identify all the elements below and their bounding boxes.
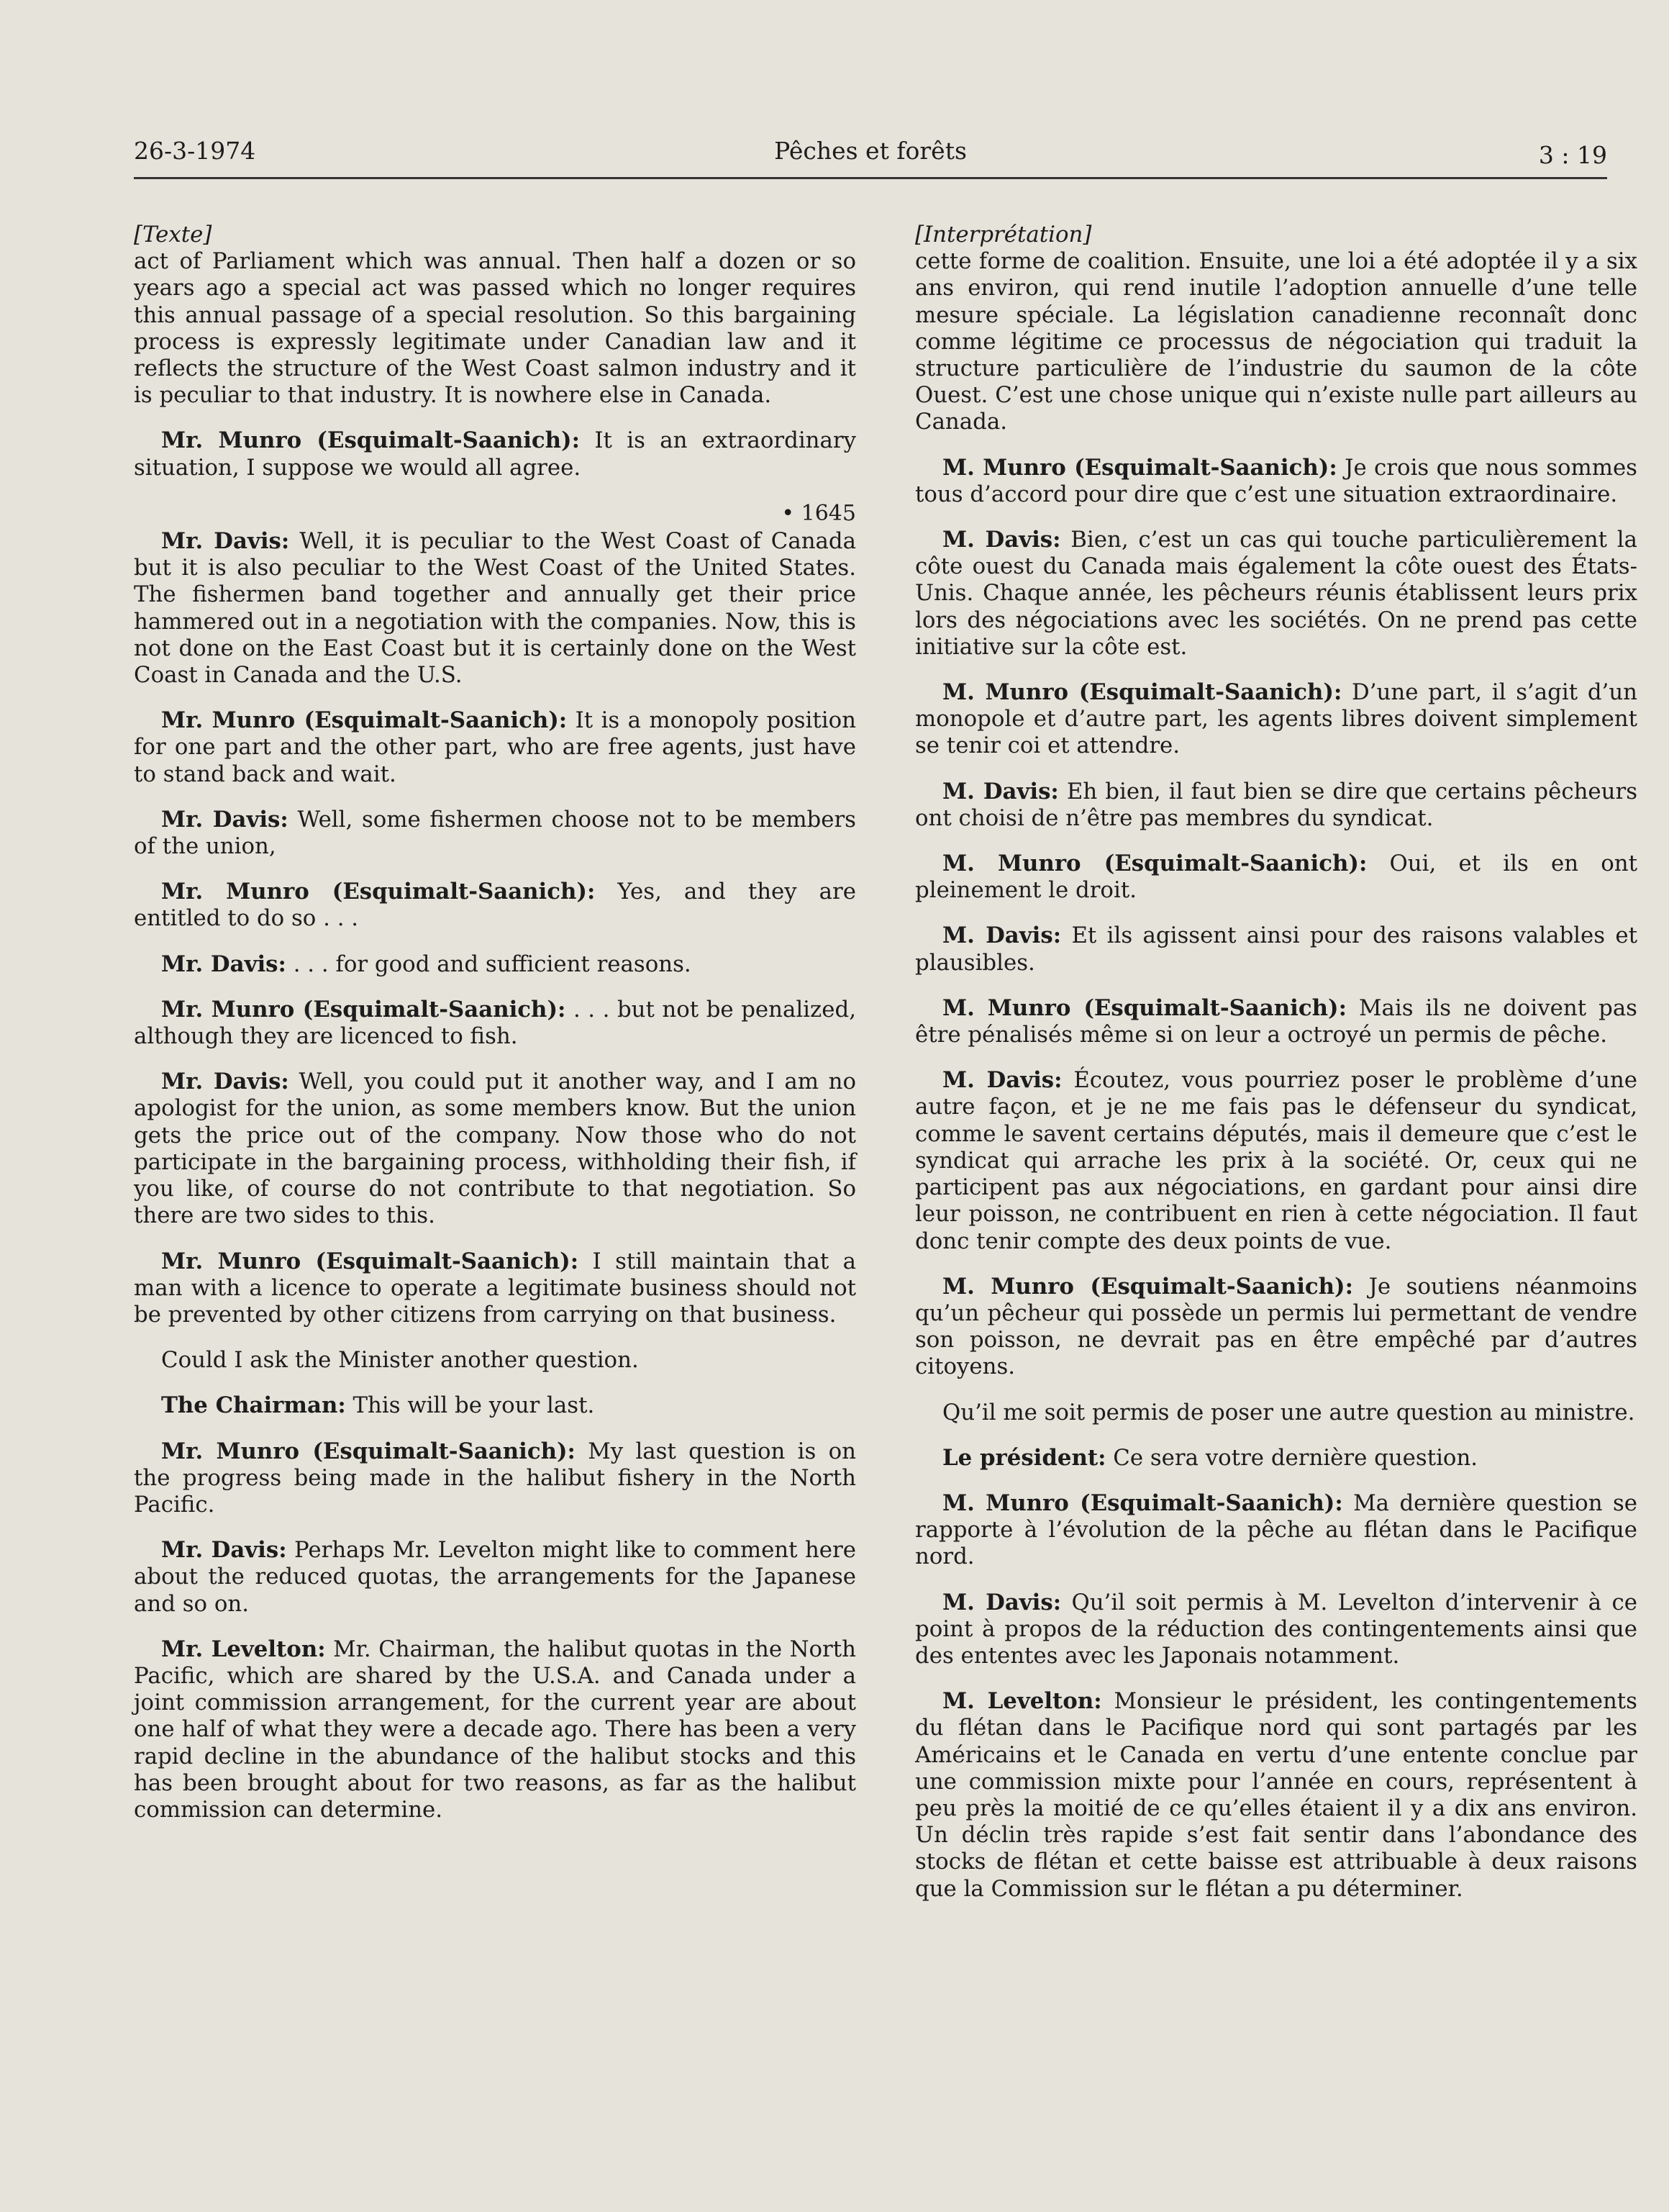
paragraph-text: D’une part, il s’agit d’un monopole et d’autre part, les agents libres doivent simplement se tenir coi et attendre. <box>915 679 1637 759</box>
english-column <box>134 222 856 1842</box>
paragraph <box>134 427 856 481</box>
speaker-name: M. Davis: <box>942 1589 1062 1615</box>
paragraph <box>134 997 856 1050</box>
paragraph-text: Yes, and they are entitled to do so . . . <box>134 879 856 932</box>
speaker-name: Mr. Munro (Esquimalt-Saanich): <box>161 879 596 905</box>
speaker-name: M. Munro (Esquimalt-Saanich): <box>942 679 1342 706</box>
speaker-name: Mr. Davis: <box>161 806 288 833</box>
header-date: 26-3-1974 <box>134 137 256 165</box>
column-label-texte: [Texte] <box>134 222 212 248</box>
paragraph <box>134 707 856 788</box>
speaker-name: Mr. Davis: <box>161 951 286 977</box>
paragraph <box>134 1438 856 1519</box>
paragraph <box>915 1274 1637 1381</box>
paragraph-text: Je soutiens néanmoins qu’un pêcheur qui possède un permis lui permettant de vendre son poisson, ne devrait pas en être empêché par d’autres citoyens. <box>915 1273 1637 1380</box>
paragraph-text: act of Parliament which was annual. Then half a dozen or so years ago a special act was passed which no longer requires this annual passage of a special resolution. So this bargaining process is expressly legitimate under Canadian law and it reflects the structure of the West Coast salmon industry and it is peculiar to that industry. It is nowhere else in Canada. <box>134 248 856 409</box>
paragraph <box>134 1392 856 1419</box>
speaker-name: M. Levelton: <box>942 1688 1102 1715</box>
speaker-name: The Chairman: <box>161 1392 346 1419</box>
paragraph-text: Mais ils ne doivent pas être pénalisés même si on leur a octroyé un permis de pêche. <box>915 994 1637 1048</box>
paragraph-text: It is a monopoly position for one part and the other part, who are free agents, just have to stand back and wait. <box>134 707 856 787</box>
paragraph <box>915 1067 1637 1254</box>
column-label-interpretation: [Interprétation] <box>915 222 1092 248</box>
paragraph <box>915 248 1637 435</box>
paragraph-text: Ma dernière question se rapporte à l’évolution de la pêche au flétan dans le Pacifique nord. <box>915 1490 1637 1570</box>
speaker-name: Mr. Munro (Esquimalt-Saanich): <box>161 427 580 454</box>
paragraph-text: Et ils agissent ainsi pour des raisons valables et plausibles. <box>915 923 1638 976</box>
paragraph-text: Perhaps Mr. Levelton might like to comment here about the reduced quotas, the arrangements for the Japanese and so on. <box>134 1537 856 1617</box>
paragraph <box>915 995 1637 1048</box>
paragraph <box>134 807 856 860</box>
paragraph <box>134 951 856 978</box>
page-header <box>134 137 1607 173</box>
speaker-name: Mr. Munro (Esquimalt-Saanich): <box>161 1248 579 1274</box>
speaker-name: M. Munro (Esquimalt-Saanich): <box>942 1273 1353 1300</box>
paragraph-text: Monsieur le président, les contingentements du flétan dans le Pacifique nord qui sont partagés par les Américains et le Canada en vertu d’une entente conclue par une commission mixte pour l’année en cours, représentent à peu près la moitié de ce qu’elles étaient il y a dix ans environ. Un déclin très rapide s’est fait sentir dans l’abondance des stocks de flétan et cette baisse est attribuable à deux raisons que la Commission sur le flétan a pu déterminer. <box>915 1688 1637 1902</box>
header-rule <box>134 177 1607 179</box>
paragraph <box>915 1688 1637 1903</box>
paragraph <box>915 923 1637 976</box>
paragraph <box>915 1490 1637 1571</box>
paragraph-text: Well, some fishermen choose not to be members of the union, <box>134 806 856 860</box>
paragraph <box>915 455 1637 508</box>
paragraph <box>915 679 1637 760</box>
speaker-name: M. Davis: <box>942 527 1061 553</box>
paragraph <box>915 527 1637 661</box>
paragraph-text: Eh bien, il faut bien se dire que certains pêcheurs ont choisi de n’être pas membres du syndicat. <box>915 778 1637 831</box>
speaker-name: M. Munro (Esquimalt-Saanich): <box>942 1490 1343 1516</box>
paragraph-text: Could I ask the Minister another question. <box>161 1347 639 1374</box>
paragraph <box>134 879 856 932</box>
french-column <box>915 222 1637 1921</box>
timestamp: • 1645 <box>781 500 856 526</box>
speaker-name: Mr. Munro (Esquimalt-Saanich): <box>161 996 566 1023</box>
paragraph-text: This will be your last. <box>353 1392 595 1419</box>
paragraph-text: My last question is on the progress being made in the halibut fishery in the North Pacific. <box>134 1438 856 1518</box>
paragraph-text: Écoutez, vous pourriez poser le problème d’une autre façon, et je ne me fais pas le défenseur du syndicat, comme le savent certains députés, mais il demeure que c’est le syndicat qui arrache les prix à la société. Or, ceux qui ne participent pas aux négociations, en gardant pour ainsi dire leur poisson, ne contribuent en rien à cette négociation. Il faut donc tenir compte des deux points de vue. <box>915 1067 1637 1254</box>
speaker-name: Le président: <box>942 1444 1106 1471</box>
speaker-name: M. Davis: <box>942 778 1059 804</box>
paragraph-text: Well, it is peculiar to the West Coast of Canada but it is also peculiar to the West Coast of the United States. The fishermen band together and annually get their price hammered out in a negotiation with the companies. Now, this is not done on the East Coast but it is certainly done on the West Coast in Canada and the U.S. <box>134 528 856 689</box>
speaker-name: M. Munro (Esquimalt-Saanich): <box>942 851 1368 877</box>
paragraph-text: Well, you could put it another way, and I am no apologist for the union, as some members know. But the union gets the price out of the company. Now those who do not participate in the bargaining process, withholding their fish, if you like, of course do not contribute to that negotiation. So there are two sides to this. <box>134 1069 856 1229</box>
paragraph-text: Ce sera votre dernière question. <box>1113 1444 1478 1471</box>
paragraph <box>134 1537 856 1618</box>
paragraph <box>134 248 856 409</box>
paragraph <box>915 779 1637 832</box>
paragraph <box>134 1069 856 1229</box>
speaker-name: M. Munro (Esquimalt-Saanich): <box>942 454 1337 481</box>
speaker-name: M. Munro (Esquimalt-Saanich): <box>942 994 1347 1021</box>
paragraph <box>134 528 856 689</box>
paragraph-text: I still maintain that a man with a licence to operate a legitimate business should not be prevented by other citizens from carrying on that business. <box>134 1248 856 1328</box>
paragraph-text: . . . for good and sufficient reasons. <box>293 951 691 977</box>
paragraph <box>915 1400 1637 1426</box>
paragraph-text: Qu’il me soit permis de poser une autre question au ministre. <box>942 1399 1635 1425</box>
speaker-name: M. Davis: <box>942 923 1062 949</box>
paragraph-text: It is an extraordinary situation, I suppose we would all agree. <box>134 427 856 481</box>
speaker-name: Mr. Munro (Esquimalt-Saanich): <box>161 707 568 734</box>
speaker-name: Mr. Davis: <box>161 528 290 555</box>
paragraph <box>915 1590 1637 1670</box>
header-title: Pêches et forêts <box>774 137 967 165</box>
paragraph-text: cette forme de coalition. Ensuite, une loi a été adoptée il y a six ans environ, qui rend inutile l’adoption annuelle d’une telle mesure spéciale. La législation canadienne reconnaît donc comme légitime ce processus de négociation qui traduit la structure particulière de l’industrie du saumon de la côte Ouest. C’est une chose unique qui n’existe nulle part ailleurs au Canada. <box>915 248 1637 435</box>
paragraph-text: Bien, c’est un cas qui touche particulièrement la côte ouest du Canada mais également la côte ouest des États-Unis. Chaque année, les pêcheurs réunis établissent leurs prix lors des négociations avec les sociétés. On ne prend pas cette initiative sur la côte est. <box>915 527 1637 660</box>
paragraph-text: Mr. Chairman, the halibut quotas in the North Pacific, which are shared by the U.S.A. and Canada under a joint commission arrangement, for the current year are about one half of what they were a decade ago. There has been a very rapid decline in the abundance of the halibut stocks and this has been brought about for two reasons, as far as the halibut commission can determine. <box>134 1636 856 1823</box>
paragraph-text: Oui, et ils en ont pleinement le droit. <box>915 851 1637 904</box>
paragraph <box>915 851 1637 904</box>
paragraph-text: Je crois que nous sommes tous d’accord pour dire que c’est une situation extraordinaire. <box>915 454 1637 507</box>
speaker-name: Mr. Munro (Esquimalt-Saanich): <box>161 1438 576 1464</box>
speaker-name: Mr. Davis: <box>161 1069 289 1095</box>
paragraph <box>134 1248 856 1329</box>
speaker-name: Mr. Davis: <box>161 1537 287 1564</box>
speaker-name: Mr. Levelton: <box>161 1636 326 1662</box>
paragraph <box>134 1347 856 1374</box>
header-page-number: 3 : 19 <box>1538 141 1607 169</box>
paragraph-text: Qu’il soit permis à M. Levelton d’intervenir à ce point à propos de la réduction des contingentements ainsi que des ententes avec les Japonais notamment. <box>915 1589 1638 1669</box>
paragraph-text: . . . but not be penalized, although they are licenced to fish. <box>134 996 856 1050</box>
paragraph <box>915 1445 1637 1472</box>
speaker-name: M. Davis: <box>942 1067 1063 1094</box>
paragraph <box>134 1636 856 1823</box>
